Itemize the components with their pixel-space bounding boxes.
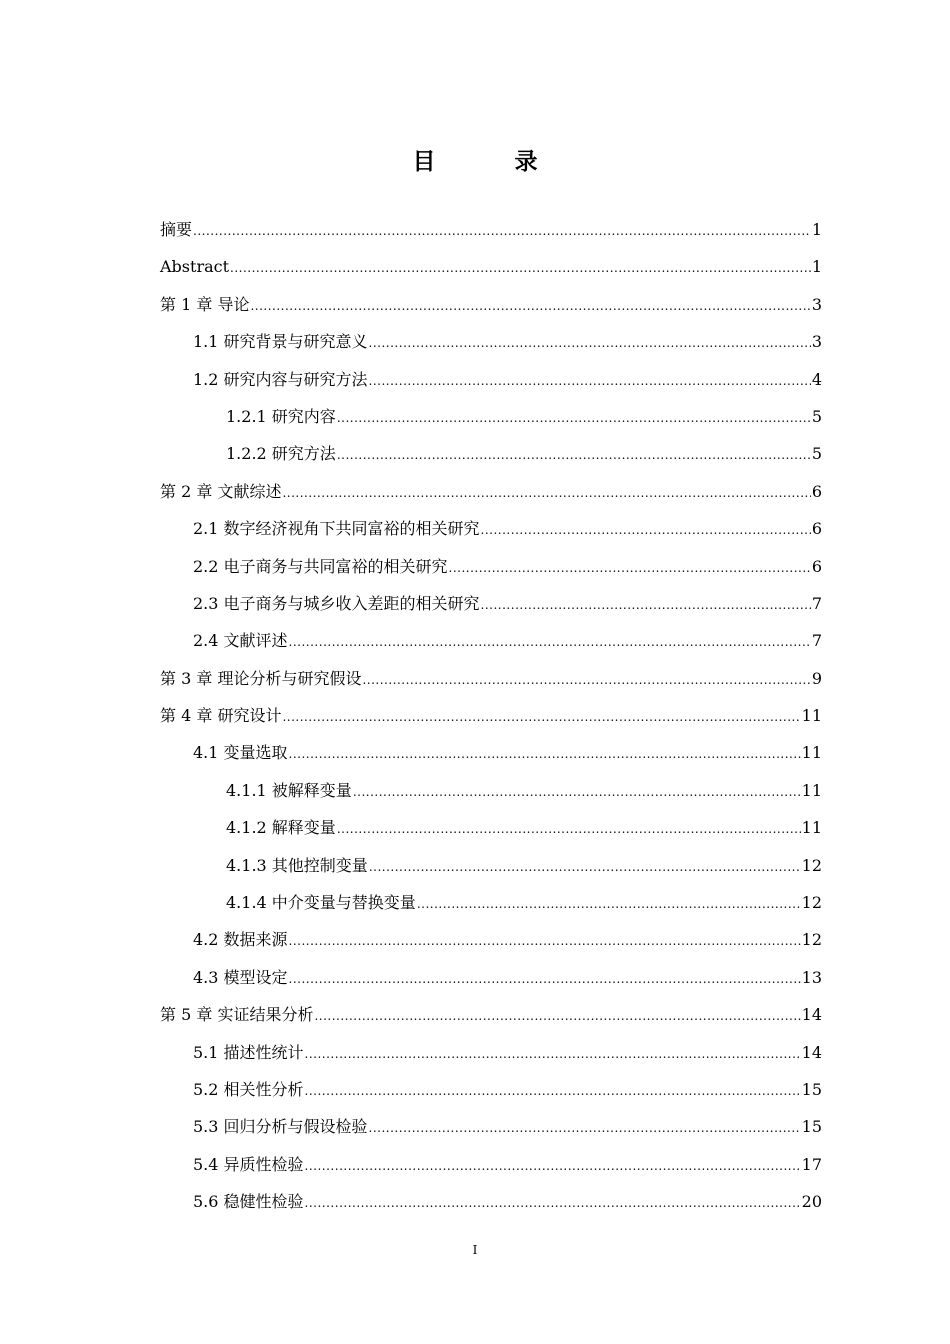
toc-entry[interactable] [160, 1108, 822, 1145]
toc-dot-leader [282, 475, 810, 512]
toc-entry-page: 3 [811, 294, 822, 314]
toc-entry-page: 11 [801, 780, 822, 800]
toc-entry-title: 4.1.1 被解释变量 [226, 780, 352, 800]
toc-entry[interactable] [160, 809, 822, 846]
toc-entry[interactable] [160, 847, 822, 884]
toc-entry-page: 12 [801, 930, 822, 950]
toc-dot-leader [353, 774, 801, 811]
toc-entry-page: 11 [801, 706, 822, 726]
toc-entry[interactable] [160, 1146, 822, 1183]
toc-entry-title: 5.3 回归分析与假设检验 [193, 1117, 368, 1137]
toc-entry[interactable] [160, 435, 822, 472]
toc-entry-page: 7 [811, 631, 822, 651]
toc-entry-page: 1 [811, 220, 822, 239]
toc-dot-leader [305, 1036, 801, 1073]
toc-dot-leader [314, 998, 800, 1035]
toc-dot-leader [282, 699, 800, 736]
toc-entry-title: 1.1 研究背景与研究意义 [193, 332, 368, 352]
toc-dot-leader [305, 1185, 801, 1222]
toc-dot-leader [449, 550, 811, 587]
toc-entry-page: 20 [801, 1192, 822, 1212]
toc-dot-leader [481, 512, 811, 549]
toc-entry-page: 5 [811, 406, 822, 426]
toc-entry-title: 5.6 稳健性检验 [193, 1192, 304, 1212]
toc-dot-leader [369, 1110, 801, 1147]
toc-entry[interactable] [160, 697, 822, 734]
toc-dot-leader [289, 736, 801, 773]
toc-entry[interactable] [160, 921, 822, 958]
toc-entry-title: 4.1.4 中介变量与替换变量 [226, 893, 416, 913]
toc-entry[interactable] [160, 398, 822, 435]
toc-entry-page: 7 [811, 593, 822, 613]
toc-dot-leader [305, 1073, 801, 1110]
toc-entry-page: 15 [801, 1079, 822, 1099]
toc-entry[interactable] [160, 1071, 822, 1108]
toc-dot-leader [337, 400, 811, 437]
toc-dot-leader [417, 886, 801, 923]
toc-entry-title: 1.2.2 研究方法 [226, 444, 336, 464]
toc-dot-leader [337, 811, 801, 848]
toc-entry[interactable] [160, 734, 822, 771]
toc-entry-page: 13 [801, 967, 822, 987]
toc-entry[interactable] [160, 996, 822, 1033]
toc-entry-title: 2.2 电子商务与共同富裕的相关研究 [193, 556, 448, 576]
toc-entry-title: 1.2 研究内容与研究方法 [193, 369, 368, 389]
toc-entry-page: 15 [801, 1117, 822, 1137]
page-title: 目 录 [412, 148, 566, 175]
toc-dot-leader [193, 213, 811, 250]
toc-dot-leader [289, 961, 801, 998]
toc-dot-leader [337, 437, 811, 474]
toc-entry-title: 4.1.2 解释变量 [226, 818, 336, 838]
toc-entry-page: 14 [801, 1042, 822, 1062]
toc-entry-page: 5 [811, 444, 822, 464]
toc-entry-title: 摘要 [160, 220, 193, 239]
toc-entry-title: 4.3 模型设定 [193, 967, 288, 987]
toc-entry[interactable] [160, 473, 822, 510]
toc-entry[interactable] [160, 286, 822, 323]
toc-entry-page: 3 [811, 332, 822, 352]
toc-entry[interactable] [160, 622, 822, 659]
toc-entry-page: 6 [811, 556, 822, 576]
toc-entry[interactable] [160, 660, 822, 697]
table-of-contents [160, 211, 822, 1221]
toc-entry-page: 12 [801, 855, 822, 875]
toc-entry-title: 4.2 数据来源 [193, 930, 288, 950]
toc-entry-title: 5.1 描述性统计 [193, 1042, 304, 1062]
toc-entry-title: 第 4 章 研究设计 [160, 706, 282, 726]
toc-entry-page: 1 [811, 257, 822, 277]
toc-entry-page: 9 [811, 668, 822, 688]
toc-dot-leader [369, 363, 811, 400]
toc-entry-title: 第 1 章 导论 [160, 294, 250, 314]
toc-entry-title: 2.4 文献评述 [193, 631, 288, 651]
toc-dot-leader [362, 662, 810, 699]
toc-entry-page: 11 [801, 743, 822, 763]
toc-entry[interactable] [160, 772, 822, 809]
toc-entry-title: 2.3 电子商务与城乡收入差距的相关研究 [193, 593, 480, 613]
toc-entry-page: 6 [811, 481, 822, 501]
toc-entry-title: 第 5 章 实证结果分析 [160, 1005, 314, 1025]
toc-dot-leader [369, 325, 811, 362]
toc-entry-title: 4.1.3 其他控制变量 [226, 855, 368, 875]
toc-entry-title: 1.2.1 研究内容 [226, 406, 336, 426]
toc-entry-page: 6 [811, 519, 822, 539]
page-number: I [472, 1243, 478, 1257]
toc-entry-title: 2.1 数字经济视角下共同富裕的相关研究 [193, 519, 480, 539]
toc-entry-title: 4.1 变量选取 [193, 743, 288, 763]
toc-dot-leader [250, 288, 810, 325]
toc-entry-title: Abstract [160, 257, 230, 277]
toc-entry-page: 12 [801, 893, 822, 913]
toc-entry[interactable] [160, 211, 822, 248]
toc-entry[interactable] [160, 248, 822, 285]
toc-entry[interactable] [160, 884, 822, 921]
toc-entry[interactable] [160, 1183, 822, 1220]
toc-entry[interactable] [160, 361, 822, 398]
toc-entry-title: 第 3 章 理论分析与研究假设 [160, 668, 362, 688]
toc-dot-leader [289, 624, 811, 661]
toc-entry-title: 5.2 相关性分析 [193, 1079, 304, 1099]
toc-entry-title: 第 2 章 文献综述 [160, 481, 282, 501]
toc-entry[interactable] [160, 585, 822, 622]
toc-dot-leader [289, 923, 801, 960]
toc-entry-page: 17 [801, 1154, 822, 1174]
toc-entry[interactable] [160, 510, 822, 547]
toc-entry-page: 11 [801, 818, 822, 838]
toc-dot-leader [305, 1148, 801, 1185]
toc-entry[interactable] [160, 548, 822, 585]
toc-dot-leader [481, 587, 811, 624]
toc-entry-page: 4 [811, 369, 822, 389]
toc-entry[interactable] [160, 323, 822, 360]
toc-entry[interactable] [160, 1034, 822, 1071]
toc-entry[interactable] [160, 959, 822, 996]
toc-dot-leader [230, 250, 811, 287]
toc-entry-title: 5.4 异质性检验 [193, 1154, 304, 1174]
toc-dot-leader [369, 849, 801, 886]
toc-entry-page: 14 [801, 1005, 822, 1025]
